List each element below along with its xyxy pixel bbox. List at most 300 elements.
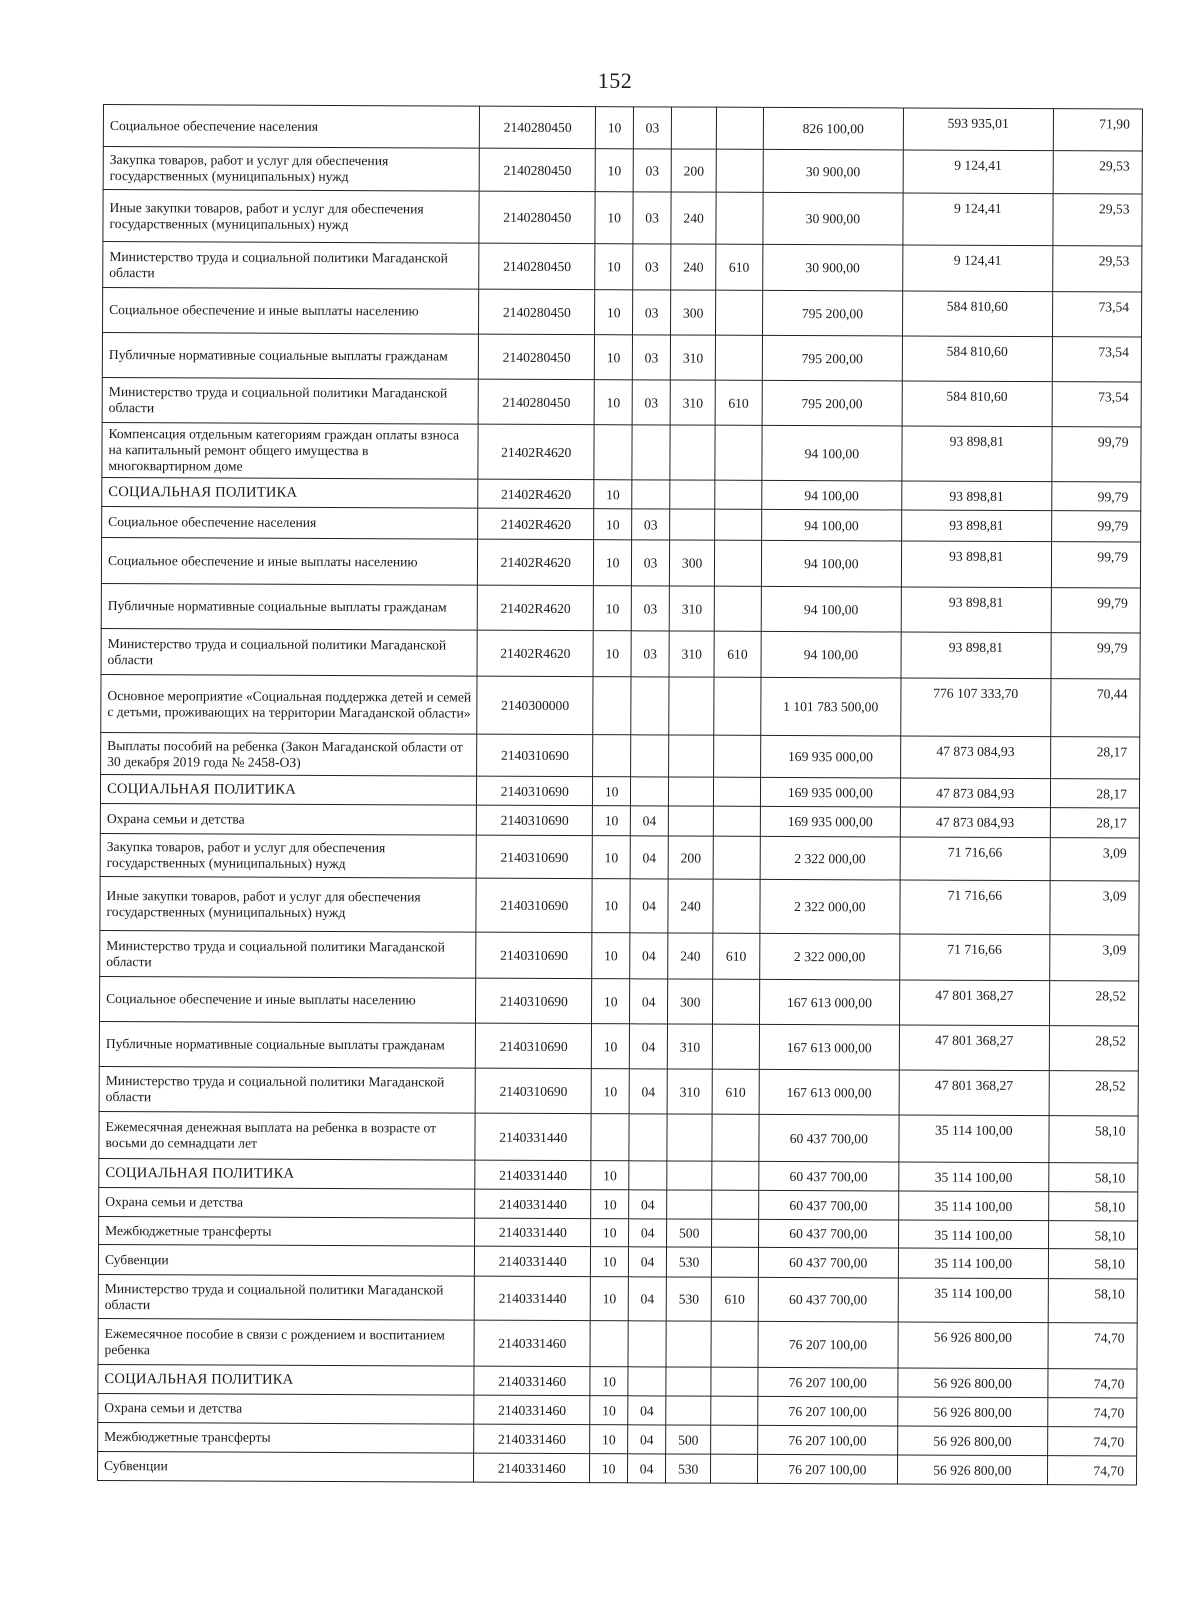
expense-type-code: 310 (669, 631, 714, 677)
expense-type-code: 530 (667, 1247, 712, 1277)
budget-execution-table (97, 104, 1143, 1486)
executed-amount: 47 873 084,93 (901, 736, 1051, 779)
subsection-code (631, 677, 670, 735)
executed-amount: 93 898,81 (902, 510, 1052, 542)
admin-code (716, 149, 763, 192)
admin-code (715, 335, 762, 380)
section-code: 10 (591, 1247, 629, 1277)
section-code: 10 (590, 1425, 628, 1454)
target-code: 2140310690 (475, 1023, 592, 1069)
admin-code: 610 (712, 1069, 759, 1114)
planned-amount: 60 437 700,00 (759, 1114, 899, 1162)
row-name: Охрана семьи и детства (98, 1393, 474, 1424)
table-row (99, 1066, 1138, 1116)
section-code: 10 (591, 1161, 629, 1190)
execution-percent: 58,10 (1048, 1116, 1138, 1163)
expense-type-code (667, 1161, 712, 1190)
expense-type-code: 300 (670, 540, 715, 586)
subsection-code: 04 (630, 933, 669, 979)
admin-code (713, 836, 760, 879)
executed-amount: 9 124,41 (903, 150, 1053, 194)
admin-code: 610 (714, 631, 761, 677)
target-code: 2140331460 (474, 1453, 590, 1483)
expense-type-code: 500 (666, 1425, 711, 1454)
subsection-code (629, 1114, 668, 1161)
planned-amount: 30 900,00 (763, 192, 903, 245)
planned-amount: 167 613 000,00 (759, 1024, 899, 1070)
target-code: 2140331440 (474, 1276, 591, 1321)
section-code: 10 (594, 480, 632, 509)
table-row (101, 732, 1140, 779)
execution-percent: 99,79 (1051, 542, 1141, 588)
expense-type-code (669, 806, 714, 836)
executed-amount: 47 873 084,93 (900, 778, 1050, 808)
execution-percent: 74,70 (1047, 1427, 1137, 1456)
planned-amount: 94 100,00 (761, 540, 901, 587)
table-row (98, 1364, 1137, 1398)
target-code: 21402R4620 (478, 539, 595, 586)
expense-type-code: 240 (668, 879, 713, 933)
expense-type-code (667, 1114, 712, 1161)
target-code: 2140280450 (479, 106, 596, 149)
planned-amount: 60 437 700,00 (758, 1277, 898, 1322)
expense-type-code (667, 1190, 712, 1219)
subsection-code: 04 (630, 806, 669, 836)
subsection-code (630, 777, 669, 806)
admin-code (715, 509, 762, 540)
section-code: 10 (592, 1069, 630, 1114)
target-code: 21402R4620 (478, 424, 595, 480)
execution-percent: 28,17 (1050, 737, 1140, 779)
section-code: 10 (595, 290, 633, 335)
executed-amount: 93 898,81 (901, 587, 1051, 633)
table-row (99, 1158, 1138, 1192)
subsection-code: 03 (632, 380, 671, 425)
executed-amount: 56 926 800,00 (898, 1426, 1048, 1456)
execution-percent: 28,52 (1049, 1071, 1139, 1116)
planned-amount: 94 100,00 (761, 631, 901, 678)
executed-amount: 35 114 100,00 (898, 1220, 1048, 1249)
table-row (100, 833, 1139, 881)
row-name: Ежемесячное пособие в связи с рождением и воспитанием ребенка (98, 1318, 474, 1366)
planned-amount: 94 100,00 (762, 425, 902, 481)
admin-code (711, 1396, 758, 1425)
execution-percent: 58,10 (1048, 1279, 1138, 1323)
execution-percent: 29,53 (1052, 194, 1142, 246)
executed-amount: 9 124,41 (903, 193, 1053, 246)
execution-percent: 74,70 (1048, 1323, 1138, 1369)
execution-percent: 58,10 (1048, 1249, 1138, 1279)
row-name: Межбюджетные трансферты (99, 1216, 475, 1246)
row-name: Публичные нормативные социальные выплаты гражданам (102, 333, 478, 380)
section-code (594, 425, 632, 480)
section-code: 10 (592, 879, 630, 933)
executed-amount: 93 898,81 (901, 541, 1051, 588)
planned-amount: 76 207 100,00 (757, 1425, 897, 1455)
expense-type-code (670, 509, 715, 540)
executed-amount: 56 926 800,00 (898, 1368, 1048, 1398)
admin-code: 610 (711, 1277, 758, 1321)
admin-code (714, 540, 761, 586)
page-number: 152 (597, 68, 633, 93)
row-name: СОЦИАЛЬНАЯ ПОЛИТИКА (102, 477, 478, 508)
planned-amount: 826 100,00 (763, 107, 903, 150)
execution-percent: 3,09 (1050, 838, 1140, 881)
execution-percent: 99,79 (1051, 427, 1141, 482)
table-row (100, 803, 1139, 838)
section-code: 10 (591, 1190, 629, 1219)
table-row (101, 537, 1140, 588)
subsection-code: 04 (629, 1069, 668, 1114)
row-name: Публичные нормативные социальные выплаты гражданам (101, 583, 477, 630)
row-name: Министерство труда и социальной политики Магаданской области (100, 930, 476, 978)
executed-amount: 35 114 100,00 (898, 1248, 1048, 1279)
section-code: 10 (593, 777, 631, 806)
execution-percent: 29,53 (1053, 151, 1143, 194)
section-code: 10 (592, 1024, 630, 1069)
section-code: 10 (593, 806, 631, 836)
expense-type-code (666, 1396, 711, 1425)
target-code: 21402R4620 (478, 479, 594, 509)
subsection-code (632, 480, 671, 509)
execution-percent: 28,17 (1050, 779, 1140, 808)
planned-amount: 76 207 100,00 (758, 1367, 898, 1397)
target-code: 2140280450 (478, 334, 595, 380)
table-row (102, 377, 1141, 427)
target-code: 2140331440 (474, 1246, 590, 1277)
table-row (99, 976, 1138, 1026)
subsection-code: 04 (630, 879, 669, 933)
subsection-code: 03 (631, 540, 670, 586)
section-code: 10 (590, 1396, 628, 1425)
planned-amount: 76 207 100,00 (757, 1454, 897, 1484)
section-code: 10 (595, 335, 633, 380)
admin-code (711, 1247, 758, 1277)
target-code: 2140331460 (474, 1366, 590, 1396)
target-code: 2140310690 (476, 835, 593, 879)
admin-code (714, 677, 761, 735)
admin-code (716, 192, 763, 244)
planned-amount: 1 101 783 500,00 (760, 677, 901, 736)
execution-percent: 74,70 (1047, 1369, 1137, 1398)
planned-amount: 2 322 000,00 (759, 933, 899, 980)
executed-amount: 584 810,60 (902, 381, 1052, 427)
expense-type-code (669, 777, 714, 806)
row-name: Министерство труда и социальной политики Магаданской области (99, 1066, 475, 1113)
execution-percent: 58,10 (1048, 1163, 1138, 1192)
row-name: СОЦИАЛЬНАЯ ПОЛИТИКА (100, 774, 476, 805)
table-row (98, 1244, 1137, 1279)
admin-code (711, 1321, 758, 1367)
target-code: 2140280450 (478, 379, 595, 425)
planned-amount: 94 100,00 (761, 509, 901, 541)
row-name: Министерство труда и социальной политики Магаданской области (101, 628, 477, 676)
section-code (593, 735, 631, 777)
subsection-code (630, 735, 669, 777)
row-name: Компенсация отдельным категориям граждан оплаты взноса на капитальный ремонт общего имущества в многоквартирном доме (102, 422, 478, 479)
executed-amount: 593 935,01 (903, 108, 1053, 151)
executed-amount: 47 873 084,93 (900, 807, 1050, 838)
expense-type-code: 500 (667, 1219, 712, 1247)
row-name: Основное мероприятие «Социальная поддержка детей и семей с детьми, проживающих на территории Магаданской области» (101, 674, 477, 734)
expense-type-code (672, 107, 717, 149)
execution-percent: 28,52 (1049, 1026, 1139, 1071)
executed-amount: 93 898,81 (902, 481, 1052, 511)
section-code: 10 (595, 244, 633, 290)
target-code: 2140331440 (475, 1218, 591, 1247)
row-name: Субвенции (98, 1244, 474, 1276)
expense-type-code: 200 (668, 836, 713, 879)
table-row (100, 930, 1139, 981)
target-code: 2140331460 (474, 1424, 590, 1454)
row-name: Социальное обеспечение и иные выплаты населению (101, 537, 477, 585)
subsection-code (632, 425, 671, 480)
subsection-code: 03 (633, 192, 672, 244)
executed-amount: 584 810,60 (902, 291, 1052, 337)
expense-type-code: 310 (668, 1024, 713, 1069)
target-code: 21402R4620 (477, 585, 594, 631)
row-name: Социальное обеспечение населения (102, 506, 478, 539)
planned-amount: 167 613 000,00 (759, 1069, 899, 1115)
target-code: 2140280450 (479, 289, 596, 335)
row-name: СОЦИАЛЬНАЯ ПОЛИТИКА (98, 1364, 474, 1395)
table-row (98, 1393, 1137, 1427)
target-code: 2140300000 (477, 676, 594, 735)
expense-type-code: 240 (668, 933, 713, 979)
section-code (593, 677, 631, 735)
planned-amount: 30 900,00 (763, 149, 903, 193)
target-code: 2140331460 (474, 1395, 590, 1425)
section-code: 10 (590, 1367, 628, 1396)
planned-amount: 795 200,00 (762, 380, 902, 426)
admin-code (714, 586, 761, 631)
row-name: Охрана семьи и детства (99, 1187, 475, 1218)
target-code: 2140331440 (475, 1113, 592, 1161)
expense-type-code: 300 (671, 290, 716, 335)
admin-code: 610 (715, 380, 762, 425)
row-name: Ежемесячная денежная выплата на ребенка в возрасте от восьми до семнадцати лет (99, 1111, 475, 1160)
section-code: 10 (596, 107, 634, 149)
subsection-code (628, 1321, 667, 1367)
expense-type-code: 310 (670, 586, 715, 631)
target-code: 2140310690 (476, 978, 593, 1024)
admin-code (713, 806, 760, 836)
target-code: 2140280450 (479, 243, 596, 290)
execution-percent: 99,79 (1051, 511, 1141, 542)
table-row (100, 876, 1139, 935)
table-row (101, 583, 1140, 633)
section-code: 10 (591, 1277, 629, 1321)
target-code: 2140331440 (475, 1160, 591, 1190)
target-code: 2140310690 (476, 932, 593, 979)
subsection-code: 04 (627, 1454, 666, 1483)
admin-code (712, 1190, 759, 1219)
table-row (98, 1318, 1137, 1369)
subsection-code (629, 1161, 668, 1190)
section-code: 10 (593, 836, 631, 879)
target-code: 21402R4620 (477, 630, 594, 677)
admin-code (710, 1454, 757, 1483)
table-row (103, 288, 1142, 338)
subsection-code: 04 (630, 836, 669, 879)
admin-code (712, 1024, 759, 1069)
executed-amount: 47 801 368,27 (899, 1070, 1049, 1116)
expense-type-code (670, 425, 715, 480)
row-name: Социальное обеспечение и иные выплаты населению (103, 288, 479, 335)
section-code: 10 (592, 979, 630, 1024)
subsection-code (628, 1367, 667, 1396)
table-row (102, 506, 1141, 542)
row-name: Иные закупки товаров, работ и услуг для обеспечения государственных (муниципальных) нужд (103, 190, 479, 244)
table-row (99, 1021, 1138, 1071)
executed-amount: 47 801 368,27 (899, 1025, 1049, 1071)
target-code: 2140331460 (474, 1320, 591, 1367)
execution-percent: 70,44 (1050, 679, 1140, 737)
executed-amount: 584 810,60 (902, 336, 1052, 382)
target-code: 2140280450 (479, 148, 596, 192)
planned-amount: 60 437 700,00 (758, 1190, 898, 1220)
table-row (98, 1422, 1137, 1456)
planned-amount: 795 200,00 (762, 290, 902, 336)
execution-percent: 28,17 (1050, 808, 1140, 838)
planned-amount: 94 100,00 (761, 586, 901, 632)
target-code: 2140310690 (476, 805, 592, 836)
row-name: Закупка товаров, работ и услуг для обеспечения государственных (муниципальных) нужд (100, 833, 476, 878)
execution-percent: 74,70 (1047, 1398, 1137, 1427)
executed-amount: 47 801 368,27 (899, 980, 1049, 1026)
admin-code (715, 290, 762, 335)
expense-type-code (666, 1367, 711, 1396)
subsection-code: 04 (628, 1277, 667, 1321)
executed-amount: 93 898,81 (901, 632, 1051, 679)
section-code: 10 (595, 192, 633, 244)
admin-code (713, 879, 760, 933)
subsection-code: 04 (629, 1024, 668, 1069)
planned-amount: 76 207 100,00 (757, 1396, 897, 1426)
target-code: 2140310690 (477, 734, 594, 777)
execution-percent: 73,54 (1052, 292, 1142, 337)
subsection-code: 03 (631, 586, 670, 631)
row-name: Министерство труда и социальной политики Магаданской области (103, 242, 479, 290)
execution-percent: 73,54 (1052, 382, 1142, 427)
executed-amount: 56 926 800,00 (898, 1322, 1048, 1369)
planned-amount: 2 322 000,00 (760, 836, 900, 880)
planned-amount: 60 437 700,00 (758, 1247, 898, 1278)
expense-type-code: 310 (670, 380, 715, 425)
table-row (103, 242, 1142, 293)
executed-amount: 71 716,66 (900, 880, 1050, 935)
execution-percent: 58,10 (1048, 1221, 1138, 1249)
target-code: 21402R4620 (478, 508, 594, 540)
execution-percent: 99,79 (1051, 588, 1141, 633)
admin-code: 610 (713, 933, 760, 979)
row-name: Социальное обеспечение и иные выплаты населению (99, 976, 475, 1023)
admin-code (715, 425, 762, 480)
admin-code (713, 777, 760, 806)
expense-type-code: 310 (667, 1069, 712, 1114)
table-row (98, 1274, 1137, 1323)
table-row (101, 674, 1140, 737)
expense-type-code: 310 (671, 335, 716, 380)
admin-code (715, 480, 762, 509)
subsection-code: 03 (633, 244, 672, 290)
executed-amount: 9 124,41 (903, 245, 1053, 292)
executed-amount: 71 716,66 (900, 837, 1050, 881)
expense-type-code: 300 (668, 979, 713, 1024)
expense-type-code (670, 480, 715, 509)
table-row (103, 105, 1142, 152)
subsection-code: 03 (632, 335, 671, 380)
admin-code (716, 107, 763, 149)
table-row (102, 477, 1141, 511)
row-name: СОЦИАЛЬНАЯ ПОЛИТИКА (99, 1158, 475, 1189)
table-row (102, 333, 1141, 383)
section-code: 10 (593, 631, 631, 677)
execution-percent: 3,09 (1049, 935, 1139, 981)
executed-amount: 776 107 333,70 (901, 678, 1051, 737)
execution-percent: 99,79 (1051, 633, 1141, 679)
planned-amount: 795 200,00 (762, 335, 902, 381)
execution-percent: 74,70 (1047, 1456, 1137, 1485)
subsection-code: 03 (633, 107, 672, 149)
executed-amount: 71 716,66 (900, 934, 1050, 981)
execution-percent: 3,09 (1049, 881, 1139, 935)
executed-amount: 35 114 100,00 (899, 1115, 1049, 1163)
subsection-code: 04 (628, 1219, 667, 1247)
section-code (591, 1114, 629, 1161)
planned-amount: 30 900,00 (762, 244, 902, 291)
executed-amount: 35 114 100,00 (899, 1162, 1049, 1192)
target-code: 2140331440 (475, 1189, 591, 1219)
planned-amount: 60 437 700,00 (758, 1161, 898, 1191)
admin-code (714, 735, 761, 777)
target-code: 2140280450 (479, 191, 596, 244)
admin-code (711, 1425, 758, 1454)
section-code (590, 1321, 628, 1367)
table-body (97, 105, 1142, 1486)
subsection-code: 03 (631, 509, 670, 540)
section-code: 10 (594, 509, 632, 540)
table-row (103, 190, 1142, 247)
expense-type-code: 200 (671, 149, 716, 192)
row-name: Публичные нормативные социальные выплаты гражданам (99, 1021, 475, 1068)
planned-amount: 94 100,00 (761, 480, 901, 510)
row-name: Межбюджетные трансферты (98, 1422, 474, 1453)
executed-amount: 93 898,81 (902, 426, 1052, 482)
row-name: Выплаты пособий на ребенка (Закон Магаданской области от 30 декабря 2019 года № 2458-ОЗ) (101, 732, 477, 776)
table-row (99, 1187, 1138, 1221)
executed-amount: 56 926 800,00 (898, 1397, 1048, 1427)
admin-code (712, 1114, 759, 1161)
subsection-code: 04 (628, 1247, 667, 1277)
target-code: 2140310690 (477, 776, 593, 806)
executed-amount: 35 114 100,00 (898, 1278, 1048, 1323)
subsection-code: 03 (633, 149, 672, 192)
row-name: Закупка товаров, работ и услуг для обеспечения государственных (муниципальных) нужд (103, 147, 479, 192)
admin-code (711, 1367, 758, 1396)
expense-type-code: 530 (666, 1277, 711, 1321)
row-name: Социальное обеспечение населения (103, 105, 479, 149)
subsection-code: 04 (627, 1425, 666, 1454)
execution-percent: 29,53 (1052, 246, 1142, 292)
table-row (101, 628, 1140, 679)
expense-type-code (666, 1321, 711, 1367)
expense-type-code: 240 (671, 244, 716, 290)
row-name: Иные закупки товаров, работ и услуг для обеспечения государственных (муниципальных) нужд (100, 876, 476, 932)
planned-amount: 2 322 000,00 (760, 879, 900, 934)
execution-percent: 73,54 (1052, 337, 1142, 382)
admin-code: 610 (716, 244, 763, 290)
